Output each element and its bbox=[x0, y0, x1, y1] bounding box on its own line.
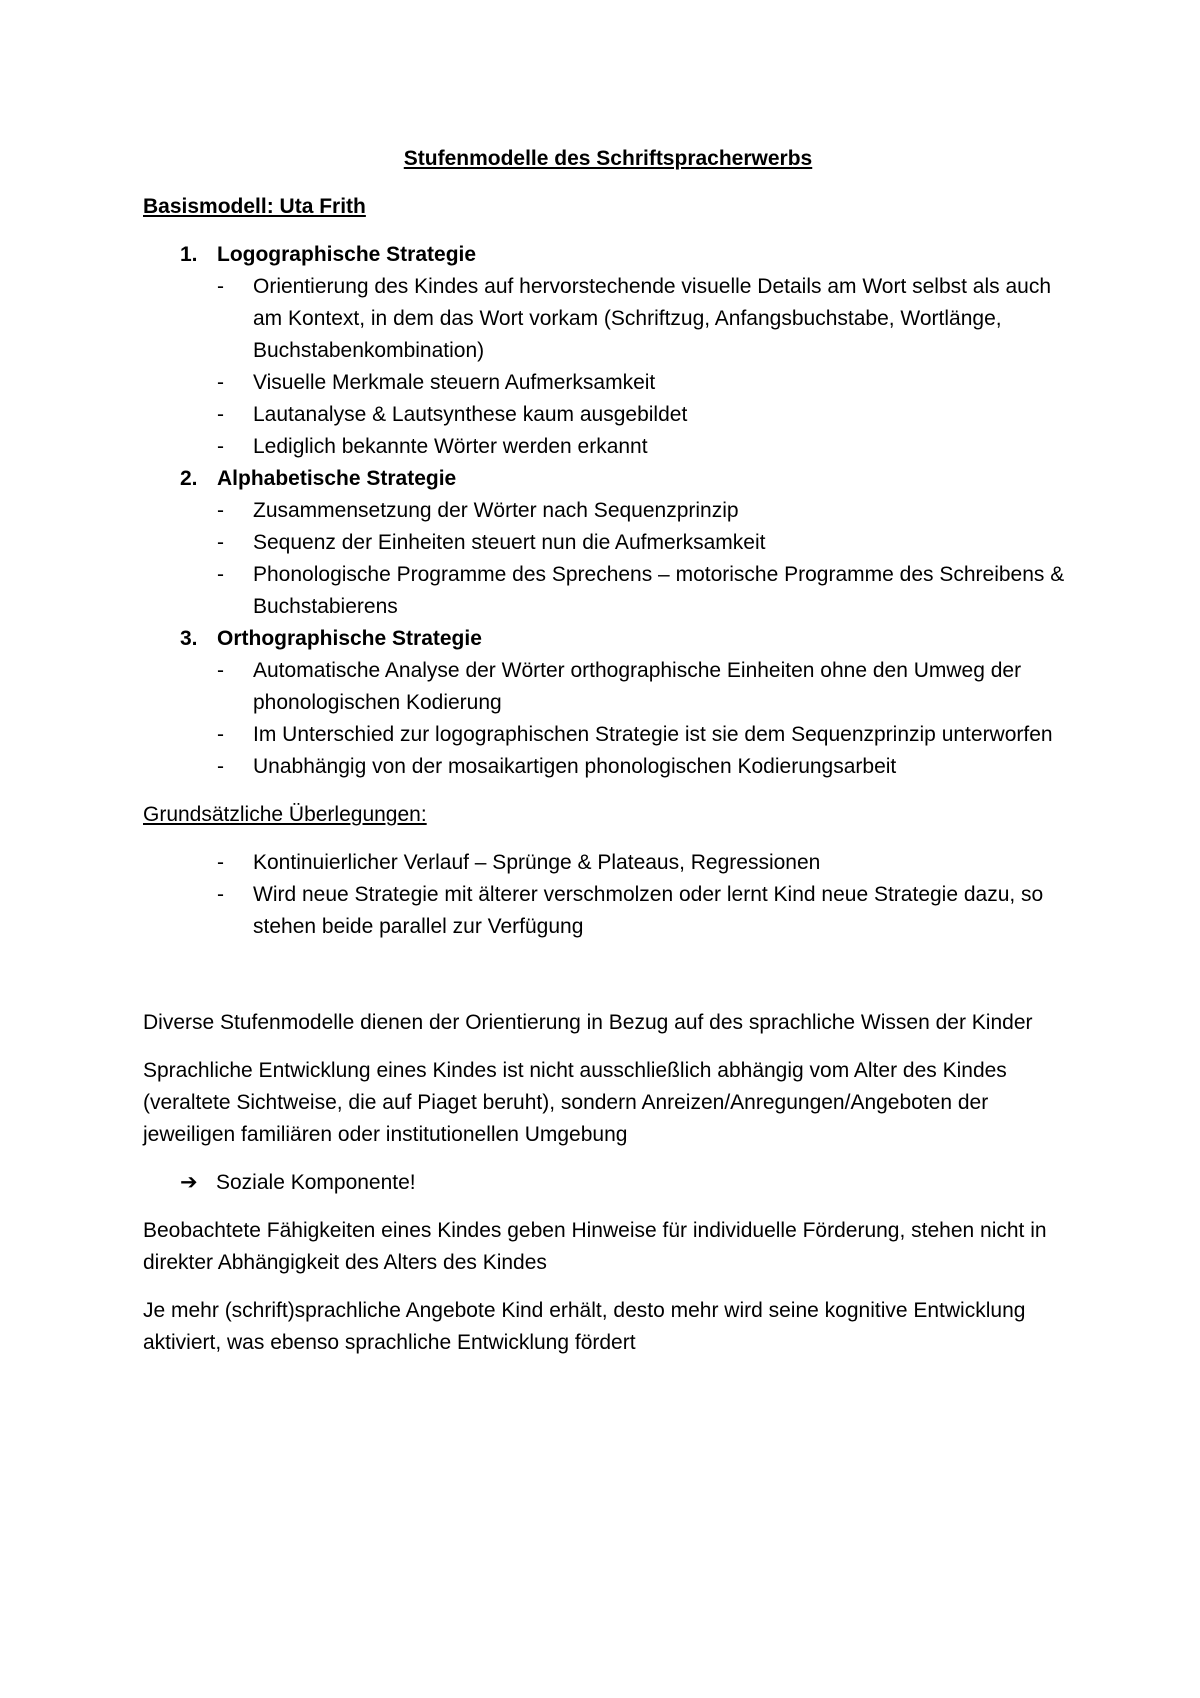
paragraph: Beobachtete Fähigkeiten eines Kindes geben Hinweise für individuelle Förderung, stehen nicht in direkter Abhängigkeit des Alters des Kindes bbox=[143, 1219, 1047, 1274]
strategy-number: 3. bbox=[180, 627, 198, 650]
list-item-text: Kontinuierlicher Verlauf – Sprünge & Plateaus, Regressionen bbox=[253, 851, 821, 874]
strategy-name: Orthographische Strategie bbox=[217, 627, 482, 650]
list-item-text: Wird neue Strategie mit älterer verschmolzen oder lernt Kind neue Strategie dazu, so stehen beide parallel zur Verfügung bbox=[253, 883, 1044, 938]
dash-bullet: - bbox=[217, 531, 224, 554]
list-item bbox=[143, 271, 1073, 367]
list-item-text: Orientierung des Kindes auf hervorstechende visuelle Details am Wort selbst als auch am Kontext, in dem das Wort vorkam (Schriftzug, Anfangsbuchstabe, Wortlänge, Buchstabenkombination) bbox=[253, 275, 1052, 362]
document-title: Stufenmodelle des Schriftspracherwerbs bbox=[403, 147, 813, 170]
list-item bbox=[143, 527, 1073, 559]
dash-bullet: - bbox=[217, 659, 224, 682]
list-item-text: Visuelle Merkmale steuern Aufmerksamkeit bbox=[253, 371, 656, 394]
list-item-text: Automatische Analyse der Wörter orthographische Einheiten ohne den Umweg der phonologischen Kodierung bbox=[253, 659, 1022, 714]
right-arrow-icon: ➔ bbox=[180, 1171, 198, 1194]
dash-bullet: - bbox=[217, 499, 224, 522]
basis-heading: Basismodell: Uta Frith bbox=[143, 195, 366, 218]
list-item-text: Im Unterschied zur logographischen Strategie ist sie dem Sequenzprinzip unterworfen bbox=[253, 723, 1053, 746]
list-item-text: Sequenz der Einheiten steuert nun die Aufmerksamkeit bbox=[253, 531, 766, 554]
strategy-name: Alphabetische Strategie bbox=[217, 467, 457, 490]
dash-bullet: - bbox=[217, 851, 224, 874]
list-item bbox=[143, 719, 1073, 751]
list-item bbox=[143, 495, 1073, 527]
dash-bullet: - bbox=[217, 435, 224, 458]
list-item-text: Unabhängig von der mosaikartigen phonologischen Kodierungsarbeit bbox=[253, 755, 897, 778]
dash-bullet: - bbox=[217, 723, 224, 746]
general-list bbox=[143, 847, 1073, 943]
dash-bullet: - bbox=[217, 371, 224, 394]
list-item bbox=[143, 847, 1073, 879]
strategy-heading bbox=[143, 239, 1073, 271]
strategy-logographic bbox=[143, 239, 1073, 463]
paragraph: Sprachliche Entwicklung eines Kindes ist nicht ausschließlich abhängig vom Alter des Kindes (veraltete Sichtweise, die auf Piaget beruht), sondern Anreizen/Anregungen/Angeboten der jeweiligen familiären oder institutionellen Umgebung bbox=[143, 1059, 1007, 1146]
dash-bullet: - bbox=[217, 403, 224, 426]
dash-bullet: - bbox=[217, 883, 224, 906]
list-item-text: Phonologische Programme des Sprechens – motorische Programme des Schreibens & Buchstabierens bbox=[253, 563, 1065, 618]
strategy-heading bbox=[143, 463, 1073, 495]
arrow-conclusion bbox=[143, 1167, 1073, 1199]
strategy-number: 1. bbox=[180, 243, 198, 266]
strategy-name: Logographische Strategie bbox=[217, 243, 477, 266]
list-item bbox=[143, 655, 1073, 719]
document-body bbox=[143, 143, 1073, 1375]
list-item bbox=[143, 751, 1073, 783]
list-item-text: Zusammensetzung der Wörter nach Sequenzprinzip bbox=[253, 499, 739, 522]
dash-bullet: - bbox=[217, 563, 224, 586]
list-item bbox=[143, 367, 1073, 399]
list-item bbox=[143, 559, 1073, 623]
list-item bbox=[143, 399, 1073, 431]
strategy-heading bbox=[143, 623, 1073, 655]
strategy-number: 2. bbox=[180, 467, 198, 490]
strategy-alphabetic bbox=[143, 463, 1073, 623]
list-item-text: Lediglich bekannte Wörter werden erkannt bbox=[253, 435, 648, 458]
list-item bbox=[143, 879, 1073, 943]
strategy-orthographic bbox=[143, 623, 1073, 783]
general-heading: Grundsätzliche Überlegungen: bbox=[143, 803, 427, 826]
paragraph: Diverse Stufenmodelle dienen der Orientierung in Bezug auf des sprachliche Wissen der Kinder bbox=[143, 1011, 1033, 1034]
paragraph: Je mehr (schrift)sprachliche Angebote Kind erhält, desto mehr wird seine kognitive Entwicklung aktiviert, was ebenso sprachliche Entwicklung fördert bbox=[143, 1299, 1026, 1354]
dash-bullet: - bbox=[217, 755, 224, 778]
list-item bbox=[143, 431, 1073, 463]
arrow-conclusion-text: Soziale Komponente! bbox=[216, 1171, 416, 1194]
list-item-text: Lautanalyse & Lautsynthese kaum ausgebildet bbox=[253, 403, 688, 426]
dash-bullet: - bbox=[217, 275, 224, 298]
